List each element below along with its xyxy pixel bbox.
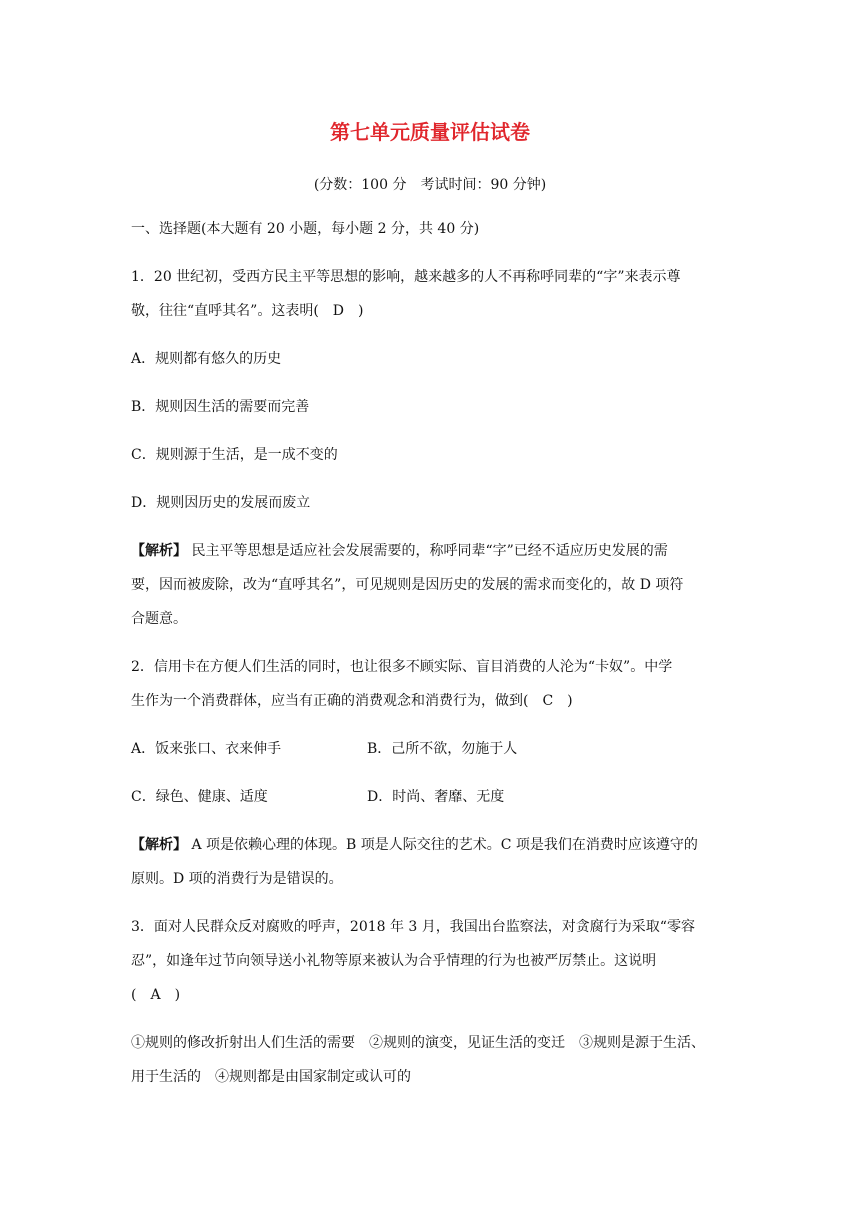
- q2-options-row-1: [131, 739, 741, 759]
- q2-stem-line-1: 2．信用卡在方便人们生活的同时，也让很多不顾实际、盲目消费的人沦为“卡奴”。中学: [131, 659, 673, 675]
- q1-analysis-line-2: 要，因而被废除，改为“直呼其名”，可见规则是因历史的发展的需求而变化的，故 D 项符: [131, 577, 684, 593]
- exam-info: (分数：100 分 考试时间：90 分钟): [313, 177, 547, 193]
- q2-option-c: C．绿色、健康、适度: [131, 789, 268, 805]
- q1-option-a: A．规则都有悠久的历史: [131, 351, 282, 367]
- q2-option-d: D．时尚、奢靡、无度: [367, 789, 505, 805]
- q3-items-line-2: 用于生活的 ④规则都是由国家制定或认可的: [131, 1069, 411, 1085]
- q3-stem-line-1: 3．面对人民群众反对腐败的呼声，2018 年 3 月，我国出台监察法，对贪腐行为采取“零容: [131, 919, 695, 935]
- q2-options-row-2: [131, 787, 741, 807]
- q1-stem-line-2: 敬，往往“直呼其名”。这表明( D ): [131, 303, 364, 319]
- q3-items-line-1: ①规则的修改折射出人们生活的需要 ②规则的演变，见证生活的变迁 ③规则是源于生活、: [131, 1035, 705, 1051]
- q2-analysis-line-1: [131, 835, 741, 855]
- q2-stem-line-2: 生作为一个消费群体，应当有正确的消费观念和消费行为，做到( C ): [131, 693, 573, 709]
- q3-stem-line-2: 忍”，如逢年过节向领导送小礼物等原来被认为合乎情理的行为也被严厉禁止。这说明: [131, 953, 657, 969]
- section-heading: 一、选择题(本大题有 20 小题，每小题 2 分，共 40 分): [131, 221, 480, 237]
- q1-option-c: C．规则源于生活，是一成不变的: [131, 447, 338, 463]
- q2-option-a: A．饭来张口、衣来伸手: [131, 741, 282, 757]
- q1-option-d: D．规则因历史的发展而废立: [131, 495, 311, 511]
- page-title: 第七单元质量评估试卷: [330, 120, 530, 144]
- q2-option-b: B．己所不欲，勿施于人: [367, 741, 518, 757]
- q2-analysis-line-2: 原则。D 项的消费行为是错误的。: [131, 871, 343, 887]
- q2-analysis-text: A 项是依赖心理的体现。B 项是人际交往的艺术。C 项是我们在消费时应该遵守的: [187, 837, 698, 853]
- q1-option-b: B．规则因生活的需要而完善: [131, 399, 310, 415]
- q1-analysis-line-3: 合题意。: [131, 611, 187, 627]
- analysis-tag: 【解析】: [131, 837, 187, 853]
- q1-stem-line-1: 1．20 世纪初，受西方民主平等思想的影响，越来越多的人不再称呼同辈的“字”来表示尊: [131, 269, 681, 285]
- q3-stem-line-3: ( A ): [131, 987, 181, 1003]
- q1-analysis-text: 民主平等思想是适应社会发展需要的，称呼同辈“字”已经不适应历史发展的需: [187, 543, 668, 559]
- analysis-tag: 【解析】: [131, 543, 187, 559]
- q1-analysis-line-1: [131, 541, 741, 561]
